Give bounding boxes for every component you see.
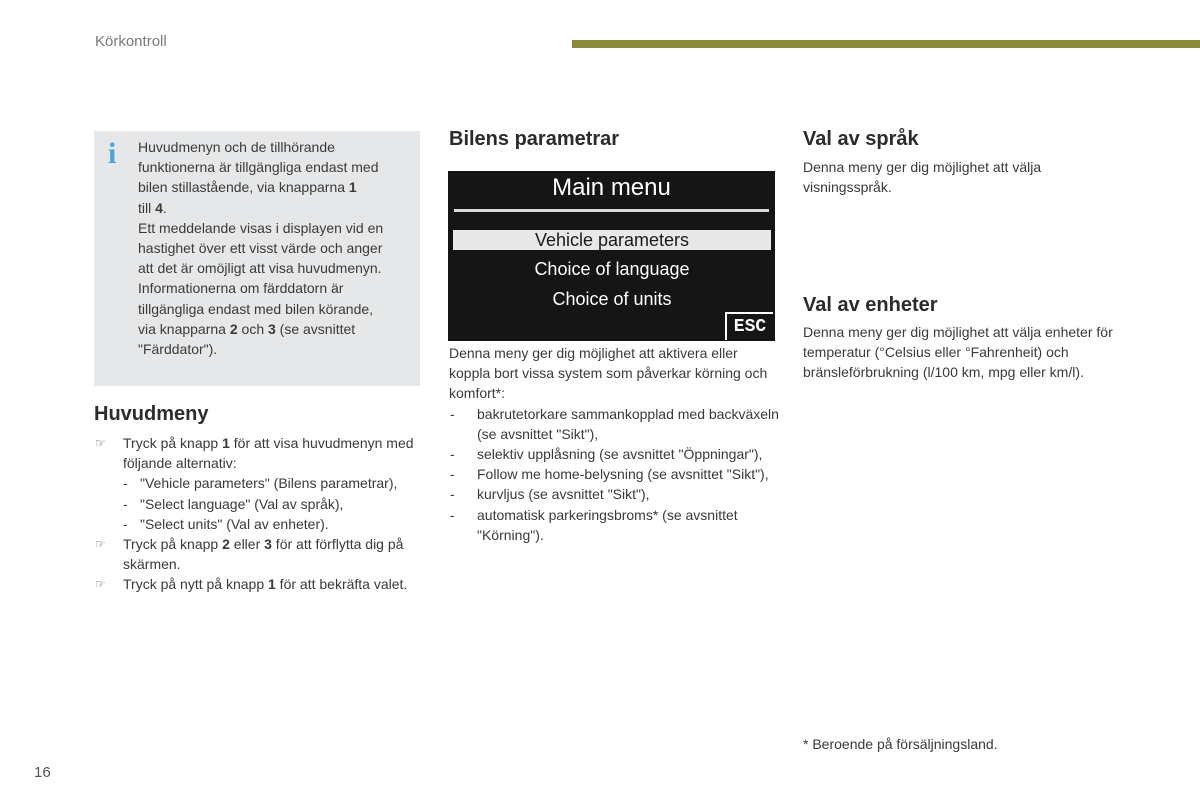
- display-divider: [454, 209, 769, 212]
- footnote: * Beroende på försäljningsland.: [803, 736, 998, 752]
- info-text: Huvudmenyn och de tillhörande funktionerna är tillgängliga endast med bilen stillastående, via knapparna 1 till 4. Ett meddelande visas i displayen vid en hastighet över ett visst värde och anger att det är omöjligt att visa huvudmenyn. Informationerna om färddatorn är tillgängliga endast med bilen körande, via knapparna 2 och 3 (se avsnittet "Färddator").: [138, 139, 384, 358]
- section-title: Körkontroll: [95, 33, 167, 50]
- list-item: ☞ Tryck på knapp 2 eller 3 för att förflytta dig på skärmen.: [95, 536, 404, 573]
- huvudmeny-heading: Huvudmeny: [94, 403, 209, 425]
- bilens-list: [449, 404, 779, 545]
- menu-item-choice-of-units: Choice of units: [552, 289, 672, 309]
- list-item: ☞ Tryck på nytt på knapp 1 för att bekräfta valet.: [94, 574, 424, 594]
- info-icon: i: [108, 137, 117, 170]
- list-item: - "Select units" (Val av enheter).: [123, 515, 329, 532]
- esc-label: ESC: [725, 312, 773, 340]
- list-item: - bakrutetorkare sammankopplad med backväxeln (se avsnittet "Sikt"),: [450, 405, 779, 442]
- sprak-description: Denna meny ger dig möjlighet att välja visningsspråk.: [803, 159, 1042, 196]
- huvudmeny-steps: [94, 433, 424, 595]
- list-item: - "Vehicle parameters" (Bilens parametrar),: [123, 475, 398, 492]
- list-item: - kurvljus (se avsnittet "Sikt"),: [450, 486, 650, 503]
- pointing-hand-icon: ☞: [95, 577, 106, 592]
- display-title: Main menu: [552, 174, 671, 201]
- info-box: [94, 131, 420, 386]
- list-item: - selektiv upplåsning (se avsnittet "Öppningar"),: [450, 446, 763, 463]
- val-av-enheter-heading: Val av enheter: [803, 294, 938, 316]
- pointing-hand-icon: ☞: [95, 436, 106, 450]
- bilens-intro: Denna meny ger dig möjlighet att aktivera eller koppla bort vissa system som påverkar körning och komfort*:: [449, 345, 768, 402]
- menu-item-choice-of-language: Choice of language: [534, 259, 690, 279]
- header-accent-bar: [572, 40, 1200, 48]
- list-item: - automatisk parkeringsbroms* (se avsnittet "Körning").: [450, 506, 738, 543]
- bilens-parametrar-heading: Bilens parametrar: [449, 128, 620, 150]
- page-number: 16: [34, 764, 51, 781]
- list-item: ☞ Tryck på knapp 1 för att visa huvudmenyn med följande alternativ:: [95, 435, 414, 472]
- list-item: - "Select language" (Val av språk),: [123, 495, 344, 512]
- bilens-description: [449, 343, 779, 545]
- main-menu-display: [448, 171, 775, 341]
- val-av-sprak-heading: Val av språk: [803, 128, 919, 150]
- pointing-hand-icon: ☞: [95, 537, 106, 552]
- menu-item-vehicle-parameters: Vehicle parameters: [453, 230, 771, 250]
- list-item: - Follow me home-belysning (se avsnittet "Sikt"),: [450, 466, 769, 483]
- enheter-description: Denna meny ger dig möjlighet att välja enheter för temperatur (°Celsius eller °Fahrenheit) och bränsleförbrukning (l/100 km, mpg eller km/l).: [803, 324, 1113, 381]
